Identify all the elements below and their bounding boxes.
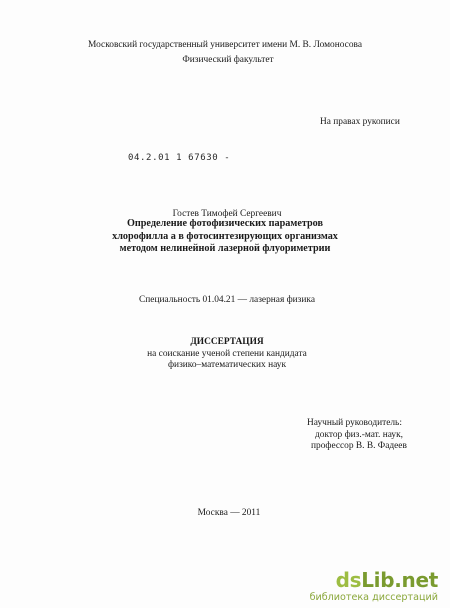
title-line: хлорофилла а в фотосинтезирующих организмах (112, 230, 338, 242)
title-line: методом нелинейной лазерной флуориметрии (119, 243, 331, 254)
university-name: Московский государственный университет имени М. В. Ломоносова (88, 40, 362, 50)
dissertation-title (0, 218, 450, 256)
specialty: Специальность 01.04.21 — лазерная физика (139, 295, 315, 305)
supervisor-line: доктор физ.-мат. наук, (315, 429, 403, 440)
title-line: Определение фотофизических параметров (126, 218, 324, 229)
supervisor-line: профессор В. В. Фадеев (311, 441, 407, 451)
dslib-logo: dsLib.net (335, 568, 438, 592)
dissertation-label: ДИССЕРТАЦИЯ (190, 337, 264, 347)
dslib-watermark (268, 568, 438, 604)
supervisor-block (307, 418, 407, 453)
faculty-name: Физический факультет (182, 55, 274, 65)
supervisor-line: Научный руководитель: (307, 418, 402, 428)
degree-line: на соискание ученой степени кандидата (147, 349, 307, 359)
manuscript-note: На правах рукописи (320, 117, 400, 127)
place-year: Москва — 2011 (197, 508, 261, 518)
dslib-subtitle: библиотека диссертаций (309, 592, 438, 603)
registration-stamp: 04.2.01 1 67630 - (128, 153, 231, 163)
author-name: Гостев Тимофей Сергеевич (172, 209, 282, 219)
degree-line: физико–математических наук (167, 360, 287, 370)
